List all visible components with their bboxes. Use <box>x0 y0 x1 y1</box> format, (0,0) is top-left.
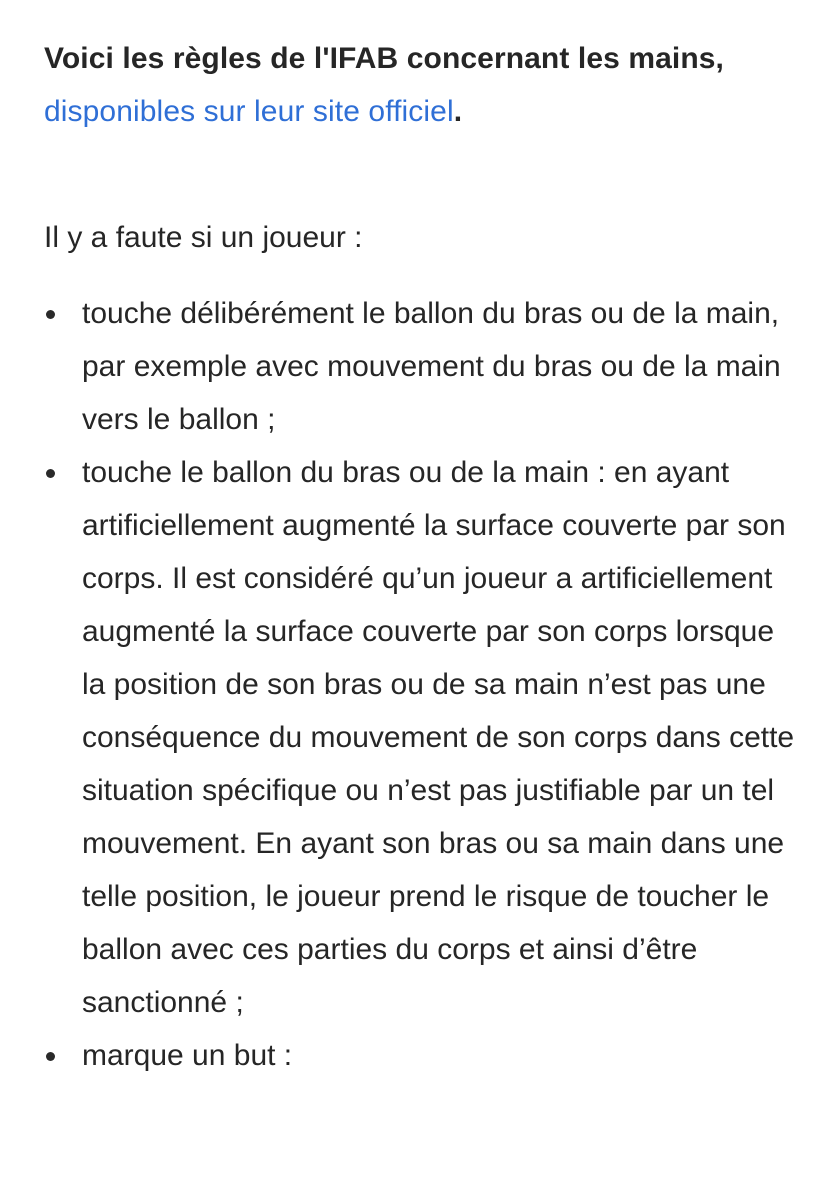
list-item <box>44 1029 801 1082</box>
rule-text: touche délibérément le ballon du bras ou de la main, par exemple avec mouvement du bras ou de la main vers le ballon ; <box>82 297 781 436</box>
bullet-icon <box>46 310 55 319</box>
rule-text: marque un but : <box>82 1039 293 1072</box>
official-site-link[interactable]: disponibles sur leur site officiel <box>44 95 454 128</box>
rule-text: touche le ballon du bras ou de la main : en ayant artificiellement augmenté la surface couverte par son corps. Il est considéré qu’un joueur a artificiellement augmenté la surface couverte par son corps lorsque la position de son bras ou de sa main n’est pas une conséquence du mouvement de son corps dans cette situation spécifique ou n’est pas justifiable par un tel mouvement. En ayant son bras ou sa main dans une telle position, le joueur prend le risque de toucher le ballon avec ces parties du corps et ainsi d’être sanctionné ; <box>82 456 795 1019</box>
list-item <box>44 446 801 1029</box>
bullet-icon <box>46 1052 55 1061</box>
list-item <box>44 287 801 446</box>
intro-bold-text: Voici les règles de l'IFAB concernant les mains, <box>44 42 724 75</box>
lead-sentence: Il y a faute si un joueur : <box>44 221 363 254</box>
intro-paragraph <box>44 32 801 138</box>
bullet-icon <box>46 469 55 478</box>
intro-period: . <box>453 95 463 128</box>
rules-list <box>44 287 801 1082</box>
